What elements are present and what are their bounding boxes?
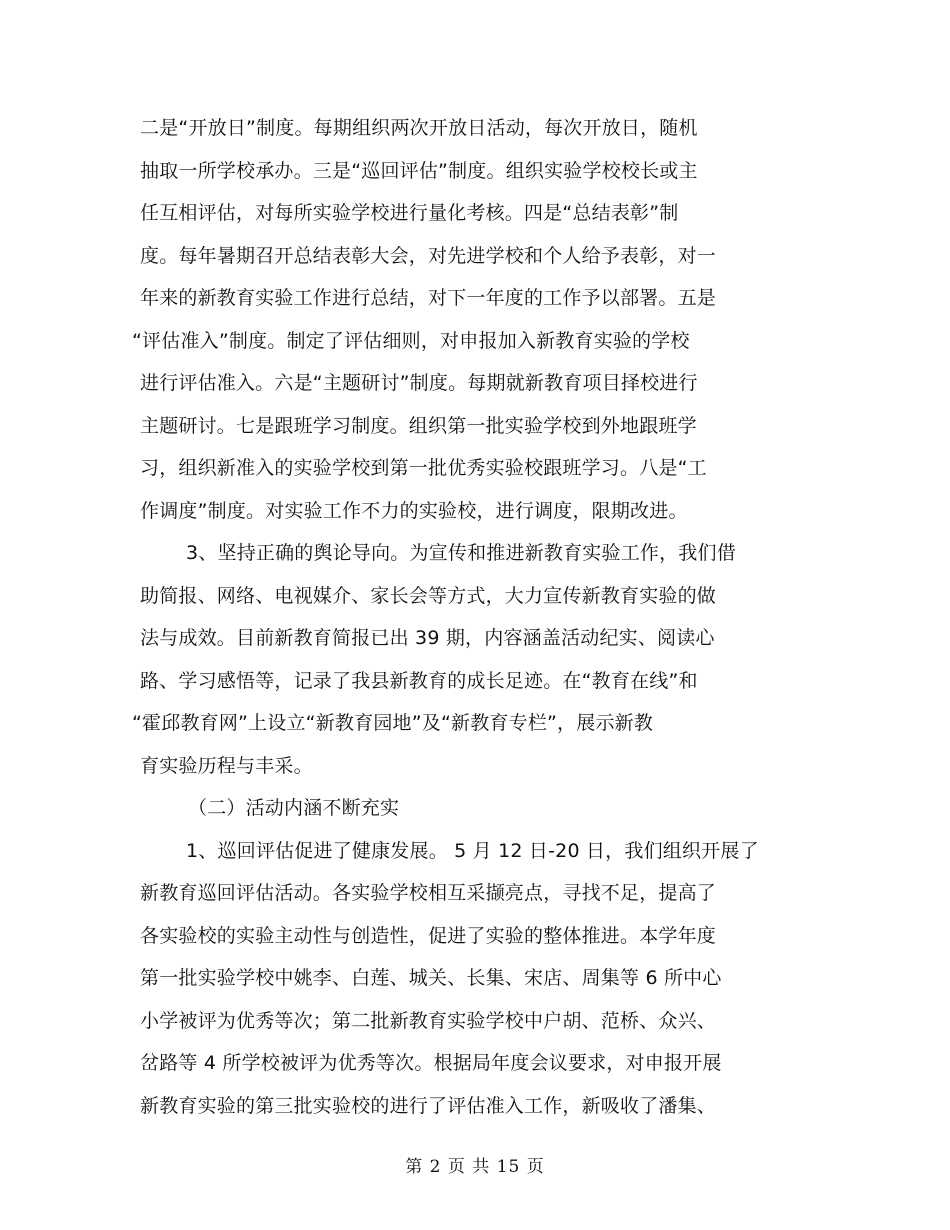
section-heading: （二）活动内涵不断充实 — [188, 797, 400, 819]
text-line: 年来的新教育实验工作进行总结，对下一年度的工作予以部署。五是 — [140, 287, 717, 309]
text-line: 路、学习感悟等，记录了我县新教育的成长足迹。在“教育在线”和 — [140, 669, 698, 692]
text-line: 二是“开放日”制度。每期组织两次开放日活动，每次开放日，随机 — [140, 117, 698, 139]
paragraph-start: 3、坚持正确的舆论导向。为宣传和推进新教育实验工作，我们借 — [186, 542, 736, 564]
text-line: 任互相评估，对每所实验学校进行量化考核。四是“总结表彰”制 — [140, 202, 679, 224]
text-line: 习，组织新准入的实验学校到第一批优秀实验校跟班学习。八是“工 — [140, 457, 707, 479]
text-line: 度。每年暑期召开总结表彰大会，对先进学校和个人给予表彰，对一 — [140, 244, 717, 267]
text-line: 第一批实验学校中姚李、白莲、城关、长集、宋店、周集等 6 所中心 — [140, 967, 722, 989]
text-line: 育实验历程与丰采。 — [140, 754, 313, 777]
text-line: 岔路等 4 所学校被评为优秀等次。根据局年度会议要求，对申报开展 — [140, 1052, 722, 1074]
text-line: 法与成效。目前新教育简报已出 39 期，内容涵盖活动纪实、阅读心 — [140, 627, 715, 649]
text-line: 主题研讨。七是跟班学习制度。组织第一批实验学校到外地跟班学 — [140, 414, 697, 437]
text-line: “评估准入”制度。制定了评估细则，对申报加入新教育实验的学校 — [132, 329, 690, 352]
text-line: 进行评估准入。六是“主题研讨”制度。每期就新教育项目择校进行 — [140, 372, 698, 394]
body-text — [132, 114, 820, 1134]
text-line: 小学被评为优秀等次；第二批新教育实验学校中户胡、范桥、众兴、 — [140, 1009, 717, 1032]
text-line: 新教育巡回评估活动。各实验学校相互采撷亮点，寻找不足，提高了 — [140, 882, 717, 904]
text-line: “霍邱教育网”上设立“新教育园地”及“新教育专栏”，展示新教 — [132, 712, 654, 734]
text-line: 助简报、网络、电视媒介、家长会等方式，大力宣传新教育实验的做 — [140, 584, 717, 607]
text-line: 新教育实验的第三批实验校的进行了评估准入工作，新吸收了潘集、 — [140, 1094, 717, 1117]
text-line: 各实验校的实验主动性与创造性，促进了实验的整体推进。本学年度 — [140, 924, 717, 947]
text-line: 抽取一所学校承办。三是“巡回评估”制度。组织实验学校校长或主 — [140, 159, 698, 182]
text-line: 作调度”制度。对实验工作不力的实验校，进行调度，限期改进。 — [140, 499, 688, 522]
paragraph-start: 1、巡回评估促进了健康发展。 5 月 12 日-20 日，我们组织开展了 — [186, 839, 759, 862]
page-number-footer: 第 2 页 共 15 页 — [405, 1157, 545, 1177]
